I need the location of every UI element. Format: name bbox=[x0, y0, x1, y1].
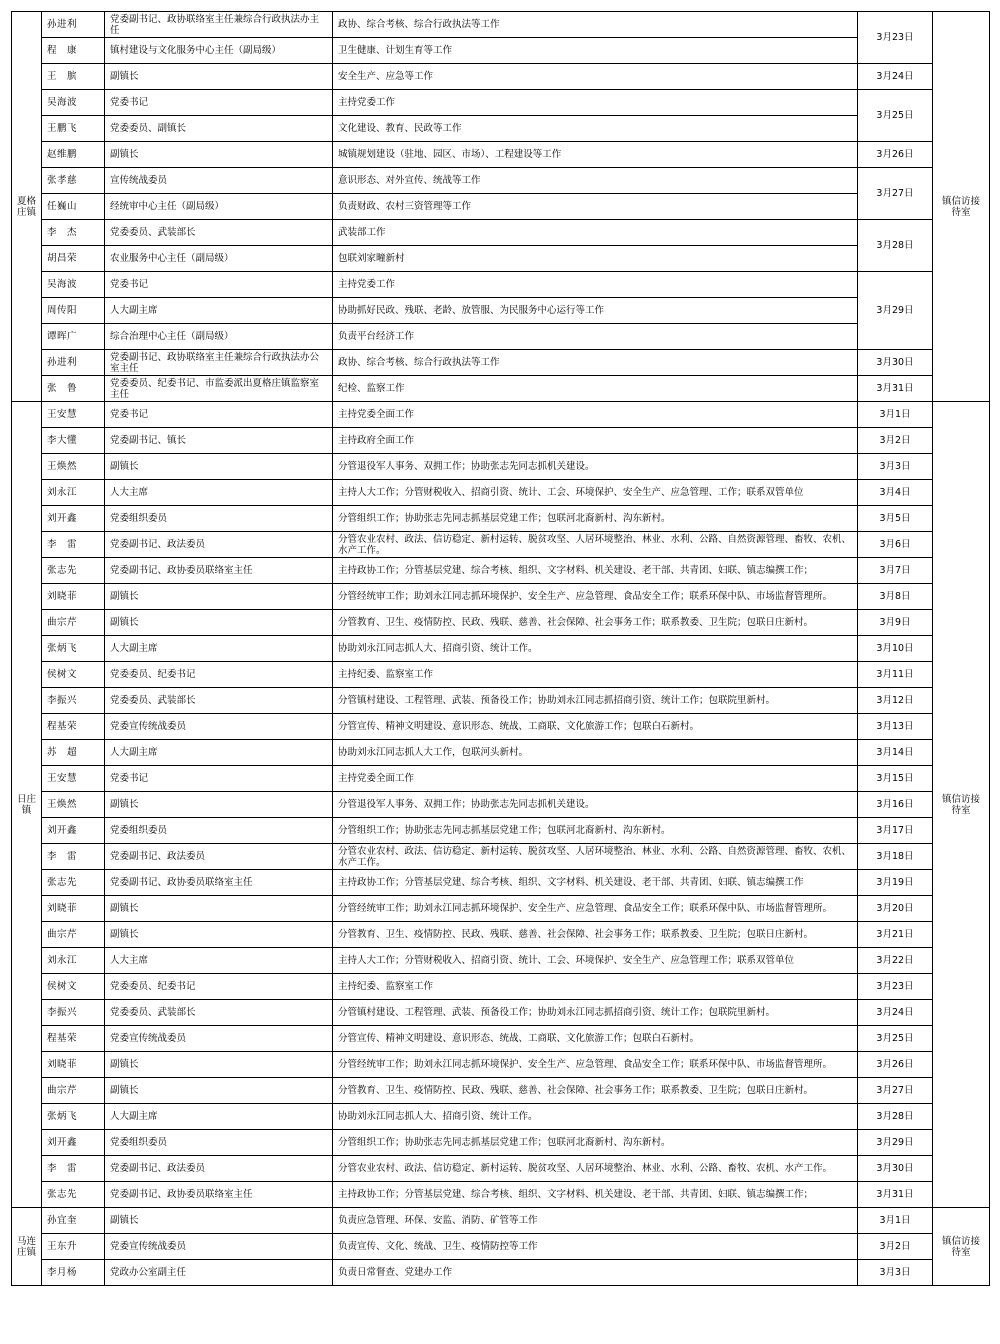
official-name: 吴海波 bbox=[42, 90, 105, 116]
table-row bbox=[12, 402, 990, 428]
official-duty: 负责宣传、文化、统战、卫生、疫情防控等工作 bbox=[333, 1234, 858, 1260]
official-duty: 分管退役军人事务、双拥工作；协助张志先同志抓机关建设。 bbox=[333, 454, 858, 480]
duty-date: 3月17日 bbox=[858, 818, 933, 844]
duty-date: 3月19日 bbox=[858, 870, 933, 896]
official-duty: 文化建设、教育、民政等工作 bbox=[333, 116, 858, 142]
official-name: 孙进利 bbox=[42, 350, 105, 376]
table-row bbox=[12, 688, 990, 714]
duty-date: 3月25日 bbox=[858, 90, 933, 142]
duty-date: 3月29日 bbox=[858, 272, 933, 350]
official-duty: 负责日常督查、党建办工作 bbox=[333, 1260, 858, 1286]
official-position: 党委副书记、政法委员 bbox=[105, 532, 333, 558]
table-row bbox=[12, 844, 990, 870]
table-row bbox=[12, 740, 990, 766]
table-row bbox=[12, 428, 990, 454]
official-position: 党委委员、纪委书记 bbox=[105, 974, 333, 1000]
reception-place: 镇信访接待室 bbox=[933, 1208, 990, 1286]
duty-date: 3月25日 bbox=[858, 1026, 933, 1052]
duty-date: 3月5日 bbox=[858, 506, 933, 532]
official-duty: 主持政协工作；分管基层党建、综合考核、组织、文字材料、机关建设、老干部、共青团、妇联、镇志编撰工作； bbox=[333, 1182, 858, 1208]
table-row bbox=[12, 12, 990, 38]
duty-date: 3月28日 bbox=[858, 1104, 933, 1130]
official-name: 刘开鑫 bbox=[42, 818, 105, 844]
table-row bbox=[12, 272, 990, 298]
table-row bbox=[12, 922, 990, 948]
official-duty: 包联刘家疃新村 bbox=[333, 246, 858, 272]
duty-date: 3月6日 bbox=[858, 532, 933, 558]
official-name: 程基荣 bbox=[42, 714, 105, 740]
official-position: 党委副书记、政协委员联络室主任 bbox=[105, 1182, 333, 1208]
official-duty: 分管教育、卫生、疫情防控、民政、残联、慈善、社会保障、社会事务工作；联系教委、卫生院；包联日庄新村。 bbox=[333, 610, 858, 636]
official-duty: 分管农业农村、政法、信访稳定、新村运转、脱贫攻坚、人居环境整治、林业、水利、公路、自然资源管理、畜牧、农机、水产工作。 bbox=[333, 844, 858, 870]
official-position: 人大副主席 bbox=[105, 1104, 333, 1130]
table-row bbox=[12, 64, 990, 90]
table-row bbox=[12, 818, 990, 844]
official-name: 任巍山 bbox=[42, 194, 105, 220]
table-row bbox=[12, 792, 990, 818]
official-position: 党委宣传统战委员 bbox=[105, 714, 333, 740]
duty-date: 3月1日 bbox=[858, 1208, 933, 1234]
duty-date: 3月21日 bbox=[858, 922, 933, 948]
official-name: 刘永江 bbox=[42, 480, 105, 506]
duty-date: 3月24日 bbox=[858, 1000, 933, 1026]
duty-date: 3月23日 bbox=[858, 12, 933, 64]
official-duty: 主持政协工作；分管基层党建、综合考核、组织、文字材料、机关建设、老干部、共青团、妇联、镇志编撰工作； bbox=[333, 558, 858, 584]
official-name: 张 鲁 bbox=[42, 376, 105, 402]
duty-date: 3月3日 bbox=[858, 454, 933, 480]
official-name: 张志先 bbox=[42, 1182, 105, 1208]
table-row bbox=[12, 1026, 990, 1052]
official-duty: 分管教育、卫生、疫情防控、民政、残联、慈善、社会保障、社会事务工作；联系教委、卫生院；包联日庄新村。 bbox=[333, 922, 858, 948]
duty-date: 3月30日 bbox=[858, 1156, 933, 1182]
official-name: 周传阳 bbox=[42, 298, 105, 324]
official-position: 党委委员、武装部长 bbox=[105, 688, 333, 714]
duty-date: 3月2日 bbox=[858, 428, 933, 454]
official-duty: 负责应急管理、环保、安监、消防、矿管等工作 bbox=[333, 1208, 858, 1234]
official-duty: 城镇规划建设（驻地、园区、市场）、工程建设等工作 bbox=[333, 142, 858, 168]
official-position: 党委副书记、政协联络室主任兼综合行政执法办主任 bbox=[105, 12, 333, 38]
official-position: 副镇长 bbox=[105, 142, 333, 168]
official-name: 张孝慈 bbox=[42, 168, 105, 194]
official-position: 党委委员、纪委书记 bbox=[105, 662, 333, 688]
official-position: 党委组织委员 bbox=[105, 818, 333, 844]
official-name: 李 雷 bbox=[42, 844, 105, 870]
official-duty: 分管组织工作；协助张志先同志抓基层党建工作；包联河北裔新村、沟东新村。 bbox=[333, 818, 858, 844]
official-name: 侯树文 bbox=[42, 662, 105, 688]
official-duty: 分管农业农村、政法、信访稳定、新村运转、脱贫攻坚、人居环境整治、林业、水利、公路、畜牧、农机、水产工作。 bbox=[333, 1156, 858, 1182]
duty-date: 3月29日 bbox=[858, 1130, 933, 1156]
official-position: 党委组织委员 bbox=[105, 1130, 333, 1156]
duty-date: 3月14日 bbox=[858, 740, 933, 766]
official-position: 副镇长 bbox=[105, 584, 333, 610]
official-duty: 协助刘永江同志抓人大、招商引资、统计工作。 bbox=[333, 1104, 858, 1130]
duty-date: 3月8日 bbox=[858, 584, 933, 610]
official-name: 刘晓菲 bbox=[42, 584, 105, 610]
table-row bbox=[12, 636, 990, 662]
official-duty: 分管镇村建设、工程管理、武装、预备役工作；协助刘永江同志抓招商引资、统计工作；包联院里新村。 bbox=[333, 1000, 858, 1026]
official-name: 王焕然 bbox=[42, 792, 105, 818]
duty-date: 3月2日 bbox=[858, 1234, 933, 1260]
official-duty: 主持政协工作；分管基层党建、综合考核、组织、文字材料、机关建设、老干部、共青团、妇联、镇志编撰工作 bbox=[333, 870, 858, 896]
official-duty: 纪检、监察工作 bbox=[333, 376, 858, 402]
table-row bbox=[12, 766, 990, 792]
official-duty: 主持党委工作 bbox=[333, 90, 858, 116]
official-name: 王焕然 bbox=[42, 454, 105, 480]
table-row bbox=[12, 142, 990, 168]
official-name: 胡昌荣 bbox=[42, 246, 105, 272]
official-duty: 分管宣传、精神文明建设、意识形态、统战、工商联、文化旅游工作；包联白石新村。 bbox=[333, 714, 858, 740]
table-row bbox=[12, 350, 990, 376]
official-duty: 卫生健康、计划生育等工作 bbox=[333, 38, 858, 64]
official-position: 党委宣传统战委员 bbox=[105, 1234, 333, 1260]
official-duty: 主持党委全面工作 bbox=[333, 766, 858, 792]
table-row bbox=[12, 662, 990, 688]
duty-date: 3月15日 bbox=[858, 766, 933, 792]
table-row bbox=[12, 1078, 990, 1104]
duty-date: 3月22日 bbox=[858, 948, 933, 974]
table-row bbox=[12, 246, 990, 272]
duty-date: 3月26日 bbox=[858, 142, 933, 168]
table-row bbox=[12, 1052, 990, 1078]
duty-date: 3月3日 bbox=[858, 1260, 933, 1286]
official-position: 副镇长 bbox=[105, 1078, 333, 1104]
official-name: 孙进利 bbox=[42, 12, 105, 38]
official-duty: 分管经统审工作；助刘永江同志抓环境保护、安全生产、应急管理、食品安全工作；联系环保中队、市场监督管理所。 bbox=[333, 584, 858, 610]
official-position: 人大副主席 bbox=[105, 636, 333, 662]
official-position: 农业服务中心主任（副局级） bbox=[105, 246, 333, 272]
table-row bbox=[12, 168, 990, 194]
duty-date: 3月16日 bbox=[858, 792, 933, 818]
official-position: 副镇长 bbox=[105, 64, 333, 90]
official-position: 副镇长 bbox=[105, 454, 333, 480]
official-duty: 负责财政、农村三资管理等工作 bbox=[333, 194, 858, 220]
duty-date: 3月28日 bbox=[858, 220, 933, 272]
official-duty: 主持纪委、监察室工作 bbox=[333, 974, 858, 1000]
official-position: 党委组织委员 bbox=[105, 506, 333, 532]
official-duty: 意识形态、对外宣传、统战等工作 bbox=[333, 168, 858, 194]
official-position: 党委书记 bbox=[105, 402, 333, 428]
official-name: 张炳飞 bbox=[42, 636, 105, 662]
official-name: 张炳飞 bbox=[42, 1104, 105, 1130]
table-row bbox=[12, 90, 990, 116]
table-row bbox=[12, 1000, 990, 1026]
duty-schedule-table bbox=[11, 11, 990, 1286]
official-position: 人大主席 bbox=[105, 480, 333, 506]
duty-date: 3月4日 bbox=[858, 480, 933, 506]
reception-place: 镇信访接待室 bbox=[933, 12, 990, 402]
table-row bbox=[12, 298, 990, 324]
official-position: 经统审中心主任（副局级） bbox=[105, 194, 333, 220]
official-name: 刘永江 bbox=[42, 948, 105, 974]
official-position: 党委委员、武装部长 bbox=[105, 1000, 333, 1026]
town-name: 马连庄镇 bbox=[12, 1208, 42, 1286]
official-name: 张志先 bbox=[42, 870, 105, 896]
official-duty: 分管组织工作；协助张志先同志抓基层党建工作；包联河北裔新村、沟东新村。 bbox=[333, 1130, 858, 1156]
official-name: 刘开鑫 bbox=[42, 1130, 105, 1156]
official-position: 党委副书记、政法委员 bbox=[105, 1156, 333, 1182]
official-position: 镇村建设与文化服务中心主任（副局级） bbox=[105, 38, 333, 64]
official-name: 曲宗芹 bbox=[42, 1078, 105, 1104]
official-duty: 政协、综合考核、综合行政执法等工作 bbox=[333, 350, 858, 376]
official-position: 副镇长 bbox=[105, 922, 333, 948]
official-position: 副镇长 bbox=[105, 610, 333, 636]
duty-date: 3月26日 bbox=[858, 1052, 933, 1078]
official-name: 刘开鑫 bbox=[42, 506, 105, 532]
official-position: 党委副书记、镇长 bbox=[105, 428, 333, 454]
duty-date: 3月24日 bbox=[858, 64, 933, 90]
table-row bbox=[12, 1156, 990, 1182]
duty-date: 3月7日 bbox=[858, 558, 933, 584]
official-name: 王安慧 bbox=[42, 402, 105, 428]
duty-date: 3月9日 bbox=[858, 610, 933, 636]
official-name: 李振兴 bbox=[42, 688, 105, 714]
official-duty: 主持党委工作 bbox=[333, 272, 858, 298]
table-row bbox=[12, 1208, 990, 1234]
official-name: 刘晓菲 bbox=[42, 1052, 105, 1078]
official-name: 孙宜奎 bbox=[42, 1208, 105, 1234]
official-position: 党委委员、纪委书记、市监委派出夏格庄镇监察室主任 bbox=[105, 376, 333, 402]
table-row bbox=[12, 584, 990, 610]
official-duty: 主持政府全面工作 bbox=[333, 428, 858, 454]
table-row bbox=[12, 896, 990, 922]
official-duty: 主持人大工作；分管财税收入、招商引资、统计、工会、环境保护、安全生产、应急管理工作；联系双管单位 bbox=[333, 948, 858, 974]
official-duty: 分管镇村建设、工程管理、武装、预备役工作；协助刘永江同志抓招商引资、统计工作；包联院里新村。 bbox=[333, 688, 858, 714]
duty-date: 3月13日 bbox=[858, 714, 933, 740]
official-position: 党委副书记、政协委员联络室主任 bbox=[105, 870, 333, 896]
official-duty: 分管经统审工作；助刘永江同志抓环境保护、安全生产、应急管理、食品安全工作；联系环保中队、市场监督管理所。 bbox=[333, 896, 858, 922]
official-duty: 分管退役军人事务、双拥工作；协助张志先同志抓机关建设。 bbox=[333, 792, 858, 818]
official-name: 赵维鹏 bbox=[42, 142, 105, 168]
duty-date: 3月31日 bbox=[858, 1182, 933, 1208]
table-row bbox=[12, 1104, 990, 1130]
table-row bbox=[12, 1130, 990, 1156]
official-position: 综合治理中心主任（副局级） bbox=[105, 324, 333, 350]
official-name: 苏 超 bbox=[42, 740, 105, 766]
table-row bbox=[12, 506, 990, 532]
official-name: 刘晓菲 bbox=[42, 896, 105, 922]
official-name: 曲宗芹 bbox=[42, 922, 105, 948]
official-name: 侯树文 bbox=[42, 974, 105, 1000]
table-row bbox=[12, 532, 990, 558]
official-name: 王鹏飞 bbox=[42, 116, 105, 142]
duty-date: 3月27日 bbox=[858, 168, 933, 220]
official-position: 副镇长 bbox=[105, 896, 333, 922]
official-position: 党委副书记、政法委员 bbox=[105, 844, 333, 870]
official-position: 党委副书记、政协委员联络室主任 bbox=[105, 558, 333, 584]
official-name: 王东升 bbox=[42, 1234, 105, 1260]
table-row bbox=[12, 714, 990, 740]
official-duty: 主持纪委、监察室工作 bbox=[333, 662, 858, 688]
official-position: 党委书记 bbox=[105, 90, 333, 116]
official-name: 程基荣 bbox=[42, 1026, 105, 1052]
official-position: 党委书记 bbox=[105, 766, 333, 792]
official-duty: 负责平台经济工作 bbox=[333, 324, 858, 350]
official-name: 程 康 bbox=[42, 38, 105, 64]
duty-date: 3月20日 bbox=[858, 896, 933, 922]
official-name: 张志先 bbox=[42, 558, 105, 584]
official-name: 李 杰 bbox=[42, 220, 105, 246]
official-duty: 主持人大工作；分管财税收入、招商引资、统计、工会、环境保护、安全生产、应急管理、工作；联系双管单位 bbox=[333, 480, 858, 506]
table-row bbox=[12, 116, 990, 142]
official-name: 李 雷 bbox=[42, 1156, 105, 1182]
town-name: 日庄镇 bbox=[12, 402, 42, 1208]
table-row bbox=[12, 948, 990, 974]
table-row bbox=[12, 376, 990, 402]
duty-date: 3月11日 bbox=[858, 662, 933, 688]
duty-date: 3月30日 bbox=[858, 350, 933, 376]
official-duty: 分管经统审工作；助刘永江同志抓环境保护、安全生产、应急管理、食品安全工作；联系环保中队、市场监督管理所。 bbox=[333, 1052, 858, 1078]
table-row bbox=[12, 454, 990, 480]
table-row bbox=[12, 324, 990, 350]
official-position: 党委书记 bbox=[105, 272, 333, 298]
official-position: 宣传统战委员 bbox=[105, 168, 333, 194]
official-position: 党政办公室副主任 bbox=[105, 1260, 333, 1286]
official-name: 李大懂 bbox=[42, 428, 105, 454]
official-position: 党委委员、武装部长 bbox=[105, 220, 333, 246]
table-row bbox=[12, 558, 990, 584]
official-duty: 分管农业农村、政法、信访稳定、新村运转、脱贫攻坚、人居环境整治、林业、水利、公路、自然资源管理、畜牧、农机、水产工作。 bbox=[333, 532, 858, 558]
duty-date: 3月27日 bbox=[858, 1078, 933, 1104]
duty-date: 3月12日 bbox=[858, 688, 933, 714]
official-duty: 协助抓好民政、残联、老龄、放管服、为民服务中心运行等工作 bbox=[333, 298, 858, 324]
duty-date: 3月18日 bbox=[858, 844, 933, 870]
table-row bbox=[12, 1260, 990, 1286]
duty-date: 3月10日 bbox=[858, 636, 933, 662]
table-row bbox=[12, 1234, 990, 1260]
table-row bbox=[12, 610, 990, 636]
official-duty: 分管宣传、精神文明建设、意识形态、统战、工商联、文化旅游工作；包联白石新村。 bbox=[333, 1026, 858, 1052]
official-duty: 政协、综合考核、综合行政执法等工作 bbox=[333, 12, 858, 38]
official-position: 党委委员、副镇长 bbox=[105, 116, 333, 142]
official-name: 王 膑 bbox=[42, 64, 105, 90]
official-position: 党委宣传统战委员 bbox=[105, 1026, 333, 1052]
official-duty: 协助刘永江同志抓人大、招商引资、统计工作。 bbox=[333, 636, 858, 662]
official-duty: 分管教育、卫生、疫情防控、民政、残联、慈善、社会保障、社会事务工作；联系教委、卫生院；包联日庄新村。 bbox=[333, 1078, 858, 1104]
table-row bbox=[12, 194, 990, 220]
official-position: 副镇长 bbox=[105, 1208, 333, 1234]
table-row bbox=[12, 974, 990, 1000]
official-duty: 分管组织工作；协助张志先同志抓基层党建工作；包联河北裔新村、沟东新村。 bbox=[333, 506, 858, 532]
official-position: 人大副主席 bbox=[105, 298, 333, 324]
table-row bbox=[12, 480, 990, 506]
official-position: 党委副书记、政协联络室主任兼综合行政执法办公室主任 bbox=[105, 350, 333, 376]
official-position: 人大副主席 bbox=[105, 740, 333, 766]
table-row bbox=[12, 870, 990, 896]
duty-date: 3月23日 bbox=[858, 974, 933, 1000]
table-row bbox=[12, 1182, 990, 1208]
table-row bbox=[12, 220, 990, 246]
reception-place: 镇信访接待室 bbox=[933, 402, 990, 1208]
town-name: 夏格庄镇 bbox=[12, 12, 42, 402]
official-name: 王安慧 bbox=[42, 766, 105, 792]
official-name: 曲宗芹 bbox=[42, 610, 105, 636]
official-duty: 协助刘永江同志抓人大工作，包联河头新村。 bbox=[333, 740, 858, 766]
official-name: 谭晖广 bbox=[42, 324, 105, 350]
official-duty: 安全生产、应急等工作 bbox=[333, 64, 858, 90]
official-position: 人大主席 bbox=[105, 948, 333, 974]
official-name: 李 雷 bbox=[42, 532, 105, 558]
official-name: 李月杨 bbox=[42, 1260, 105, 1286]
official-position: 副镇长 bbox=[105, 792, 333, 818]
official-name: 吴海波 bbox=[42, 272, 105, 298]
duty-date: 3月31日 bbox=[858, 376, 933, 402]
official-name: 李振兴 bbox=[42, 1000, 105, 1026]
official-duty: 武装部工作 bbox=[333, 220, 858, 246]
official-position: 副镇长 bbox=[105, 1052, 333, 1078]
duty-date: 3月1日 bbox=[858, 402, 933, 428]
official-duty: 主持党委全面工作 bbox=[333, 402, 858, 428]
table-row bbox=[12, 38, 990, 64]
